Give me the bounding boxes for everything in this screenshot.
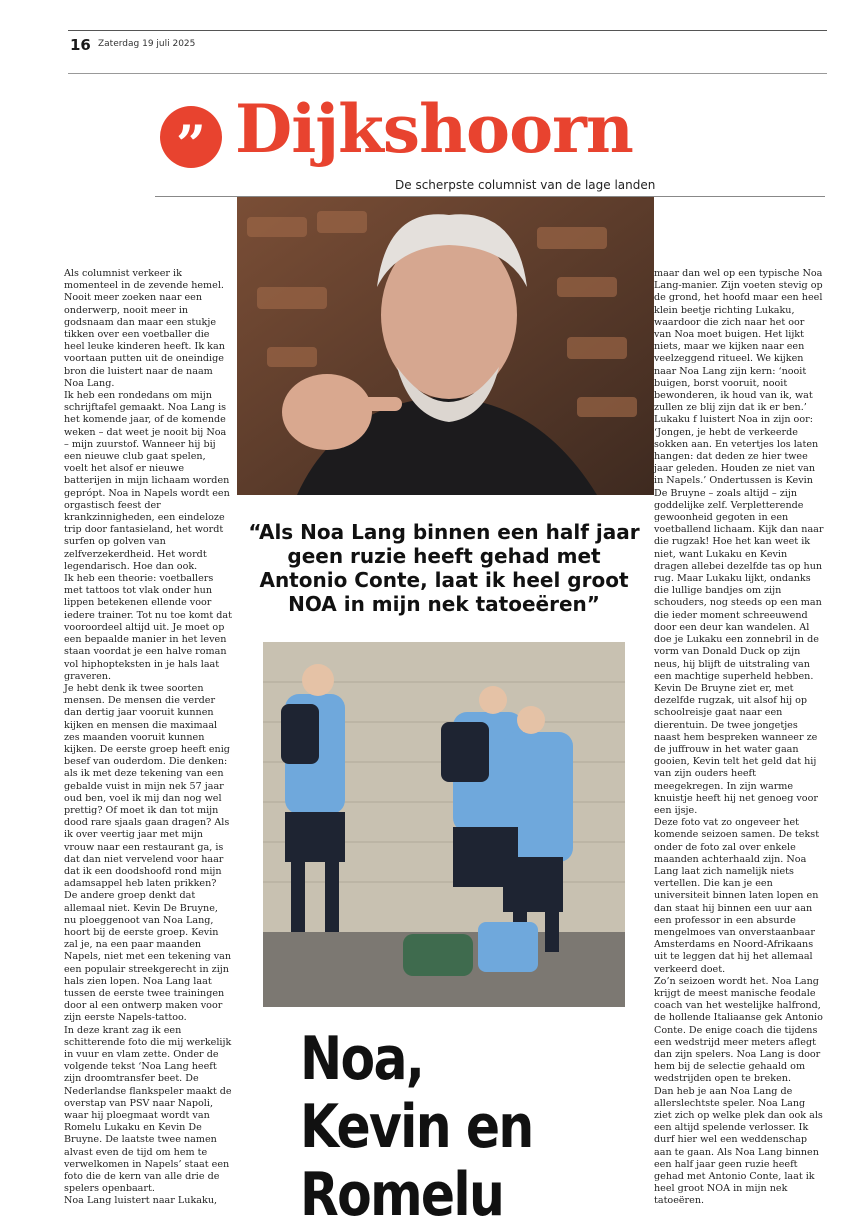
paragraph: Noa Lang luistert naar Lukaku,	[64, 1195, 218, 1207]
columnist-photo-illustration	[237, 197, 654, 495]
article-headline: Noa, Kevin en Romelu	[300, 1024, 533, 1230]
paragraph: Ik heb een rondedans om mijn schrijftafel gemaakt. Noa Lang is het komende jaar, of de komende weken – dat weet je nooit bij Noa – mijn zuurstof. Wanneer hij bij een nieuwe club gaat spelen, voelt het alsof er nieuwe batterijen in mijn lichaam worden geprópt. Noa in Napels wordt een orgastisch feest der krankzinnigheden, een eindeloze trip door fantasieland, het wordt surfen op golven van zelfverzekerdheid. Het wordt legendarisch. Hoe dan ook.	[64, 390, 230, 572]
quote-icon: ”	[160, 106, 222, 168]
column-title: Dijkshoorn	[235, 90, 633, 168]
article-column-left	[64, 268, 233, 1207]
paragraph: De andere groep denkt dat allemaal niet. Kevin De Bruyne, nu ploeggenoot van Noa Lang, hoort bij de eerste groep. Kevin zal je, na een paar maanden Napels, niet met een tekening van een populair streekgerecht in zijn hals zien lopen. Noa Lang laat tussen de eerste twee trainingen door al een ontwerp maken voor zijn eerste Napels-tattoo.	[64, 890, 232, 1024]
paragraph: Kevin De Bruyne ziet er, met dezelfde rugzak, uit alsof hij op schoolreisje gaat naar een dierentuin. De twee jongetjes naast hem bespreken wanneer ze de juffrouw in het water gaan gooien, Kevin telt het geld dat hij van zijn ouders heeft meegekregen. In zijn warme knuistje heeft hij net genoeg voor een ijsje.	[654, 682, 818, 816]
issue-date: Zaterdag 19 juli 2025	[98, 39, 196, 49]
page-number: 16	[70, 36, 91, 54]
players-photo	[263, 642, 625, 1007]
players-photo-illustration	[263, 642, 625, 1007]
paragraph: Dan heb je aan Noa Lang de allerslechtste speler. Noa Lang ziet zich op welke plek dan ook als een altijd spelende verlosser. Ik durf hier wel een weddenschap aan te gaan. Als Noa Lang binnen een half jaar geen ruzie heeft gehad met Antonio Conte, laat ik heel groot NOA in mijn nek tatoeëren.	[654, 1085, 823, 1207]
columnist-photo	[237, 197, 654, 495]
paragraph: Ik heb een theorie: voetballers met tattoos tot vlak onder hun lippen betekenen ellende voor iedere trainer. Tot nu toe komt dat vooroordeel altijd uit. Je moet op een bepaalde manier in het leven staan voordat je een halve roman vol hiphopteksten in je hals laat graveren.	[64, 573, 233, 682]
column-masthead	[155, 90, 825, 200]
column-subtitle: De scherpste columnist van de lage landen	[395, 178, 656, 192]
paragraph: Je hebt denk ik twee soorten mensen. De mensen die verder dan dertig jaar vooruit kunnen kijken en mensen die maximaal zes maanden vooruit kunnen kijken. De eerste groep heeft enig besef van ouderdom. Die denken: als ik met deze tekening van een gebalde vuist in mijn nek 57 jaar oud ben, voel ik mij dan nog wel prettig? Of moet ik dan tot mijn dood rare sjaals gaan dragen? Als ik over veertig jaar met mijn vrouw naar een restaurant ga, is dat dan niet vervelend voor haar dat ik een doodshoofd rond mijn adamsappel heb laten prikken?	[64, 682, 230, 890]
paragraph: Zo’n seizoen wordt het. Noa Lang krijgt de meest manische feodale coach van het westelijke halfrond, de hollende Italiaanse gek Antonio Conte. De enige coach die tijdens een wedstrijd meer meters aflegt dan zijn spelers. Noa Lang is door hem bij de selectie gehaald om wedstrijden open te breken.	[654, 975, 823, 1085]
paragraph: maar dan wel op een typische Noa Lang-manier. Zijn voeten stevig op de grond, het hoofd maar een heel klein beetje richting Lukaku, waardoor die zich naar het oor van Noa moet buigen. Het lijkt niets, maar we kijken naar een veelzeggend ritueel. We kijken naar Noa Lang zijn kern: ‘nooit buigen, borst vooruit, nooit bewonderen, ik houd van ik, wat zullen ze blij zijn dat ik er ben.’	[654, 268, 823, 414]
pull-quote: “Als Noa Lang binnen een half jaar geen ruzie heeft gehad met Antonio Conte, laat ik heel groot NOA in mijn nek tatoeëren”	[248, 520, 640, 616]
paragraph: Als columnist verkeer ik momenteel in de zevende hemel. Nooit meer zoeken naar een onderwerp, nooit meer in godsnaam dan maar een stukje tikken over een voetballer die heel leuke kinderen heeft. Ik kan voortaan putten uit de oneindige bron die luistert naar de naam Noa Lang.	[64, 268, 225, 389]
paragraph: Lukaku f luistert Noa in zijn oor: ‘Jongen, je hebt de verkeerde sokken aan. En vetertjes los laten hangen: dat deden ze hier twee jaar geleden. Houden ze niet van in Napels.’ Ondertussen is Kevin De Bruyne – zoals altijd – zijn goddelijke zelf. Verpletterende gewoonheid gegoten in een voetballend lichaam. Kijk dan naar die rugzak! Hoe het kan weet ik niet, want Lukaku en Kevin dragen allebei dezelfde tas op hun rug. Maar Lukaku lijkt, ondanks die lullige bandjes om zijn schouders, nog steeds op een man die ieder moment schreeuwend door een deur kan wandelen. Al doe je Lukaku een zonnebril in de vorm van Donald Duck op zijn neus, hij blijft de uitstraling van een machtige superheld hebben.	[654, 414, 824, 682]
page-header	[68, 30, 827, 74]
paragraph: In deze krant zag ik een schitterende foto die mij werkelijk in vuur en vlam zette. Onder de volgende tekst ‘Noa Lang heeft zijn droomtransfer beet. De Nederlandse flankspeler maakt de overstap van PSV naar Napoli, waar hij ploegmaat wordt van Romelu Lukaku en Kevin De Bruyne. De laatste twee namen alvast even de tijd om hem te verwelkomen in Napels’ staat een foto die de kern van alle drie de spelers openbaart.	[64, 1024, 232, 1195]
paragraph: Deze foto vat zo ongeveer het komende seizoen samen. De tekst onder de foto zal over enkele maanden achterhaald zijn. Noa Lang laat zich namelijk niets vertellen. Die kan je een universiteit binnen laten lopen en dan staat hij binnen een uur aan een professor in een absurde mengelmoes van onverstaanbaar Amsterdams en Noord-Afrikaans uit te leggen dat hij het allemaal verkeerd doet.	[654, 817, 820, 975]
article-column-right	[654, 268, 824, 1207]
